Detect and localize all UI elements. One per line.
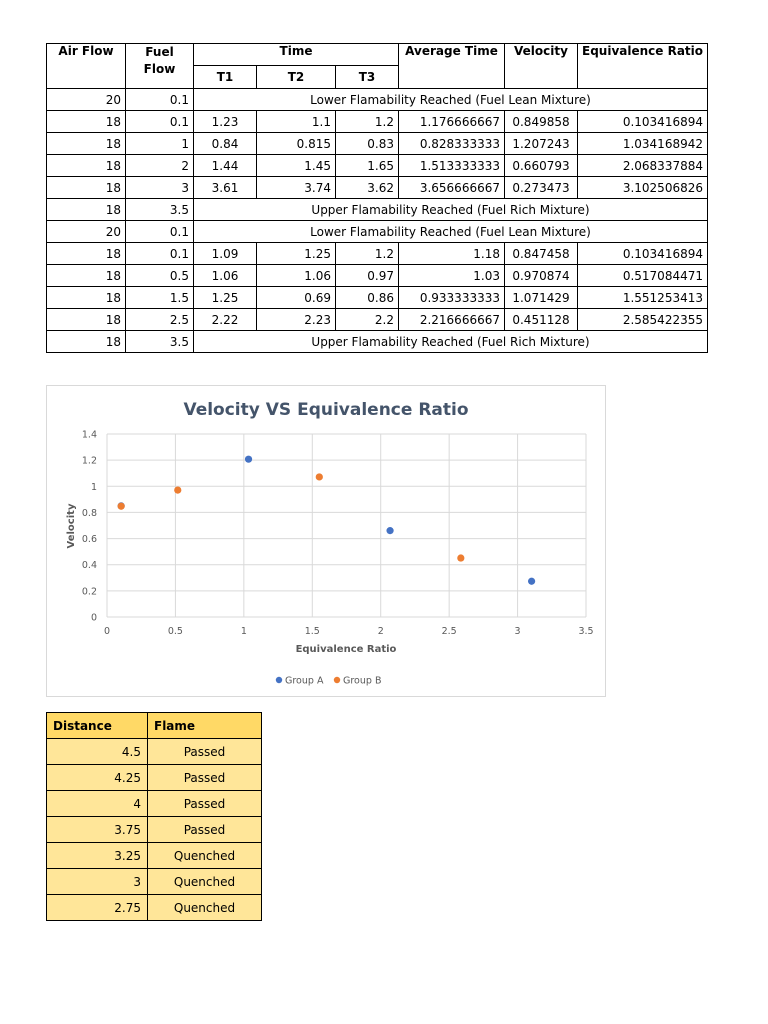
flammability-note-cell: Upper Flamability Reached (Fuel Rich Mixture)	[194, 331, 708, 353]
header-equivalence-ratio: Equivalence Ratio	[578, 44, 708, 89]
legend-marker	[276, 677, 282, 683]
flame-result-cell: Quenched	[148, 895, 262, 921]
x-tick-label: 0.5	[167, 626, 183, 637]
table-row	[47, 765, 262, 791]
velocity-cell: 0.849858	[505, 111, 578, 133]
x-tick-label: 2	[377, 626, 384, 637]
experiment-data-body	[47, 89, 708, 353]
air-flow-cell: 18	[47, 243, 126, 265]
data-point	[118, 503, 125, 510]
legend-label: Group B	[343, 675, 382, 687]
data-point	[528, 578, 535, 585]
flame-result-cell: Passed	[148, 739, 262, 765]
t3-cell: 0.97	[336, 265, 399, 287]
equivalence-ratio-cell: 0.103416894	[578, 243, 708, 265]
header-t2: T2	[257, 66, 336, 89]
table-row	[47, 739, 262, 765]
experiment-data-table	[46, 43, 708, 353]
velocity-chart	[46, 385, 606, 697]
t2-cell: 1.1	[257, 111, 336, 133]
flammability-note-cell: Upper Flamability Reached (Fuel Rich Mixture)	[194, 199, 708, 221]
air-flow-cell: 18	[47, 331, 126, 353]
fuel-flow-cell: 1.5	[126, 287, 194, 309]
average-time-cell: 1.03	[399, 265, 505, 287]
distance-cell: 4.5	[47, 739, 148, 765]
header-fuel-flow: Fuel Flow	[126, 44, 194, 89]
air-flow-cell: 20	[47, 221, 126, 243]
y-tick-label: 0	[90, 612, 97, 624]
t3-cell: 0.86	[336, 287, 399, 309]
chart-grid	[107, 434, 586, 617]
table-row	[47, 155, 708, 177]
average-time-cell: 1.513333333	[399, 155, 505, 177]
y-tick-label: 0.6	[81, 534, 97, 546]
header-time: Time	[194, 44, 399, 66]
air-flow-cell: 18	[47, 309, 126, 331]
average-time-cell: 1.176666667	[399, 111, 505, 133]
velocity-cell: 1.207243	[505, 133, 578, 155]
table-row	[47, 89, 708, 111]
t2-cell: 3.74	[257, 177, 336, 199]
t1-cell: 3.61	[194, 177, 257, 199]
x-tick-label: 3.5	[578, 626, 594, 637]
y-tick-label: 1	[90, 481, 97, 493]
header-t3: T3	[336, 66, 399, 89]
chart-y-ticks	[82, 430, 97, 624]
y-tick-label: 1.4	[81, 429, 97, 441]
velocity-cell: 0.273473	[505, 177, 578, 199]
velocity-cell: 0.660793	[505, 155, 578, 177]
t1-cell: 1.44	[194, 155, 257, 177]
air-flow-cell: 18	[47, 199, 126, 221]
air-flow-cell: 18	[47, 177, 126, 199]
flammability-note-cell: Lower Flamability Reached (Fuel Lean Mixture)	[194, 89, 708, 111]
flame-result-cell: Passed	[148, 817, 262, 843]
table-row	[47, 199, 708, 221]
air-flow-cell: 18	[47, 287, 126, 309]
average-time-cell: 3.656666667	[399, 177, 505, 199]
equivalence-ratio-cell: 1.551253413	[578, 287, 708, 309]
x-tick-label: 1.5	[304, 626, 320, 637]
equivalence-ratio-cell: 2.585422355	[578, 309, 708, 331]
t3-cell: 0.83	[336, 133, 399, 155]
flame-result-cell: Passed	[148, 791, 262, 817]
distance-cell: 2.75	[47, 895, 148, 921]
equivalence-ratio-cell: 3.102506826	[578, 177, 708, 199]
equivalence-ratio-cell: 0.517084471	[578, 265, 708, 287]
fuel-flow-cell: 0.1	[126, 111, 194, 133]
air-flow-cell: 18	[47, 133, 126, 155]
chart-title: Velocity VS Equivalence Ratio	[183, 400, 469, 420]
table-row	[47, 111, 708, 133]
table-row	[47, 895, 262, 921]
x-tick-label: 1	[240, 626, 247, 637]
t1-cell: 1.06	[194, 265, 257, 287]
distance-cell: 3	[47, 869, 148, 895]
fuel-flow-cell: 1	[126, 133, 194, 155]
header-distance: Distance	[47, 713, 148, 739]
air-flow-cell: 20	[47, 89, 126, 111]
chart-points	[118, 456, 536, 585]
chart-legend	[276, 676, 382, 687]
flammability-note-cell: Lower Flamability Reached (Fuel Lean Mixture)	[194, 221, 708, 243]
air-flow-cell: 18	[47, 111, 126, 133]
header-air-flow: Air Flow	[47, 44, 126, 89]
flame-distance-table	[46, 712, 262, 921]
data-point	[245, 456, 252, 463]
table-row	[47, 309, 708, 331]
velocity-cell: 0.970874	[505, 265, 578, 287]
velocity-cell: 0.451128	[505, 309, 578, 331]
data-point	[316, 473, 323, 480]
flame-result-cell: Passed	[148, 765, 262, 791]
chart-x-ticks	[104, 626, 594, 637]
data-point	[174, 486, 181, 493]
table-row	[47, 221, 708, 243]
velocity-cell: 0.847458	[505, 243, 578, 265]
table-row	[47, 265, 708, 287]
t2-cell: 0.69	[257, 287, 336, 309]
fuel-flow-cell: 0.1	[126, 89, 194, 111]
fuel-flow-cell: 3	[126, 177, 194, 199]
fuel-flow-cell: 0.5	[126, 265, 194, 287]
legend-label: Group A	[285, 675, 324, 687]
t2-cell: 1.45	[257, 155, 336, 177]
table-row	[47, 791, 262, 817]
x-tick-label: 2.5	[441, 626, 457, 637]
flame-result-cell: Quenched	[148, 843, 262, 869]
t1-cell: 1.09	[194, 243, 257, 265]
fuel-flow-cell: 2	[126, 155, 194, 177]
air-flow-cell: 18	[47, 265, 126, 287]
table-row	[47, 331, 708, 353]
y-tick-label: 0.8	[81, 507, 97, 519]
t3-cell: 1.65	[336, 155, 399, 177]
header-flame: Flame	[148, 713, 262, 739]
y-tick-label: 1.2	[81, 455, 97, 467]
table-row	[47, 287, 708, 309]
legend-marker	[334, 677, 340, 683]
average-time-cell: 0.828333333	[399, 133, 505, 155]
average-time-cell: 0.933333333	[399, 287, 505, 309]
equivalence-ratio-cell: 2.068337884	[578, 155, 708, 177]
fuel-flow-cell: 3.5	[126, 331, 194, 353]
fuel-flow-cell: 0.1	[126, 243, 194, 265]
distance-cell: 4	[47, 791, 148, 817]
flame-result-cell: Quenched	[148, 869, 262, 895]
t1-cell: 1.25	[194, 287, 257, 309]
table-row	[47, 177, 708, 199]
t3-cell: 1.2	[336, 111, 399, 133]
distance-cell: 4.25	[47, 765, 148, 791]
t3-cell: 3.62	[336, 177, 399, 199]
table-row	[47, 869, 262, 895]
t1-cell: 0.84	[194, 133, 257, 155]
x-tick-label: 0	[103, 626, 111, 637]
flame-distance-body	[47, 739, 262, 921]
t2-cell: 0.815	[257, 133, 336, 155]
distance-cell: 3.25	[47, 843, 148, 869]
equivalence-ratio-cell: 0.103416894	[578, 111, 708, 133]
header-average-time: Average Time	[399, 44, 505, 89]
distance-cell: 3.75	[47, 817, 148, 843]
y-tick-label: 0.4	[81, 560, 97, 572]
t3-cell: 1.2	[336, 243, 399, 265]
table-row	[47, 133, 708, 155]
average-time-cell: 2.216666667	[399, 309, 505, 331]
x-tick-label: 3	[514, 626, 521, 637]
t2-cell: 2.23	[257, 309, 336, 331]
t1-cell: 1.23	[194, 111, 257, 133]
data-point	[386, 527, 393, 534]
fuel-flow-cell: 0.1	[126, 221, 194, 243]
table-row	[47, 817, 262, 843]
chart-y-axis-label: Velocity	[66, 503, 77, 549]
equivalence-ratio-cell: 1.034168942	[578, 133, 708, 155]
fuel-flow-cell: 3.5	[126, 199, 194, 221]
t2-cell: 1.06	[257, 265, 336, 287]
table-row	[47, 243, 708, 265]
table-row	[47, 843, 262, 869]
average-time-cell: 1.18	[399, 243, 505, 265]
t3-cell: 2.2	[336, 309, 399, 331]
data-point	[457, 554, 464, 561]
velocity-chart-svg	[47, 386, 605, 696]
air-flow-cell: 18	[47, 155, 126, 177]
header-velocity: Velocity	[505, 44, 578, 89]
y-tick-label: 0.2	[81, 586, 97, 598]
chart-x-axis-label: Equivalence Ratio	[295, 644, 397, 655]
velocity-cell: 1.071429	[505, 287, 578, 309]
header-t1: T1	[194, 66, 257, 89]
t2-cell: 1.25	[257, 243, 336, 265]
fuel-flow-cell: 2.5	[126, 309, 194, 331]
t1-cell: 2.22	[194, 309, 257, 331]
